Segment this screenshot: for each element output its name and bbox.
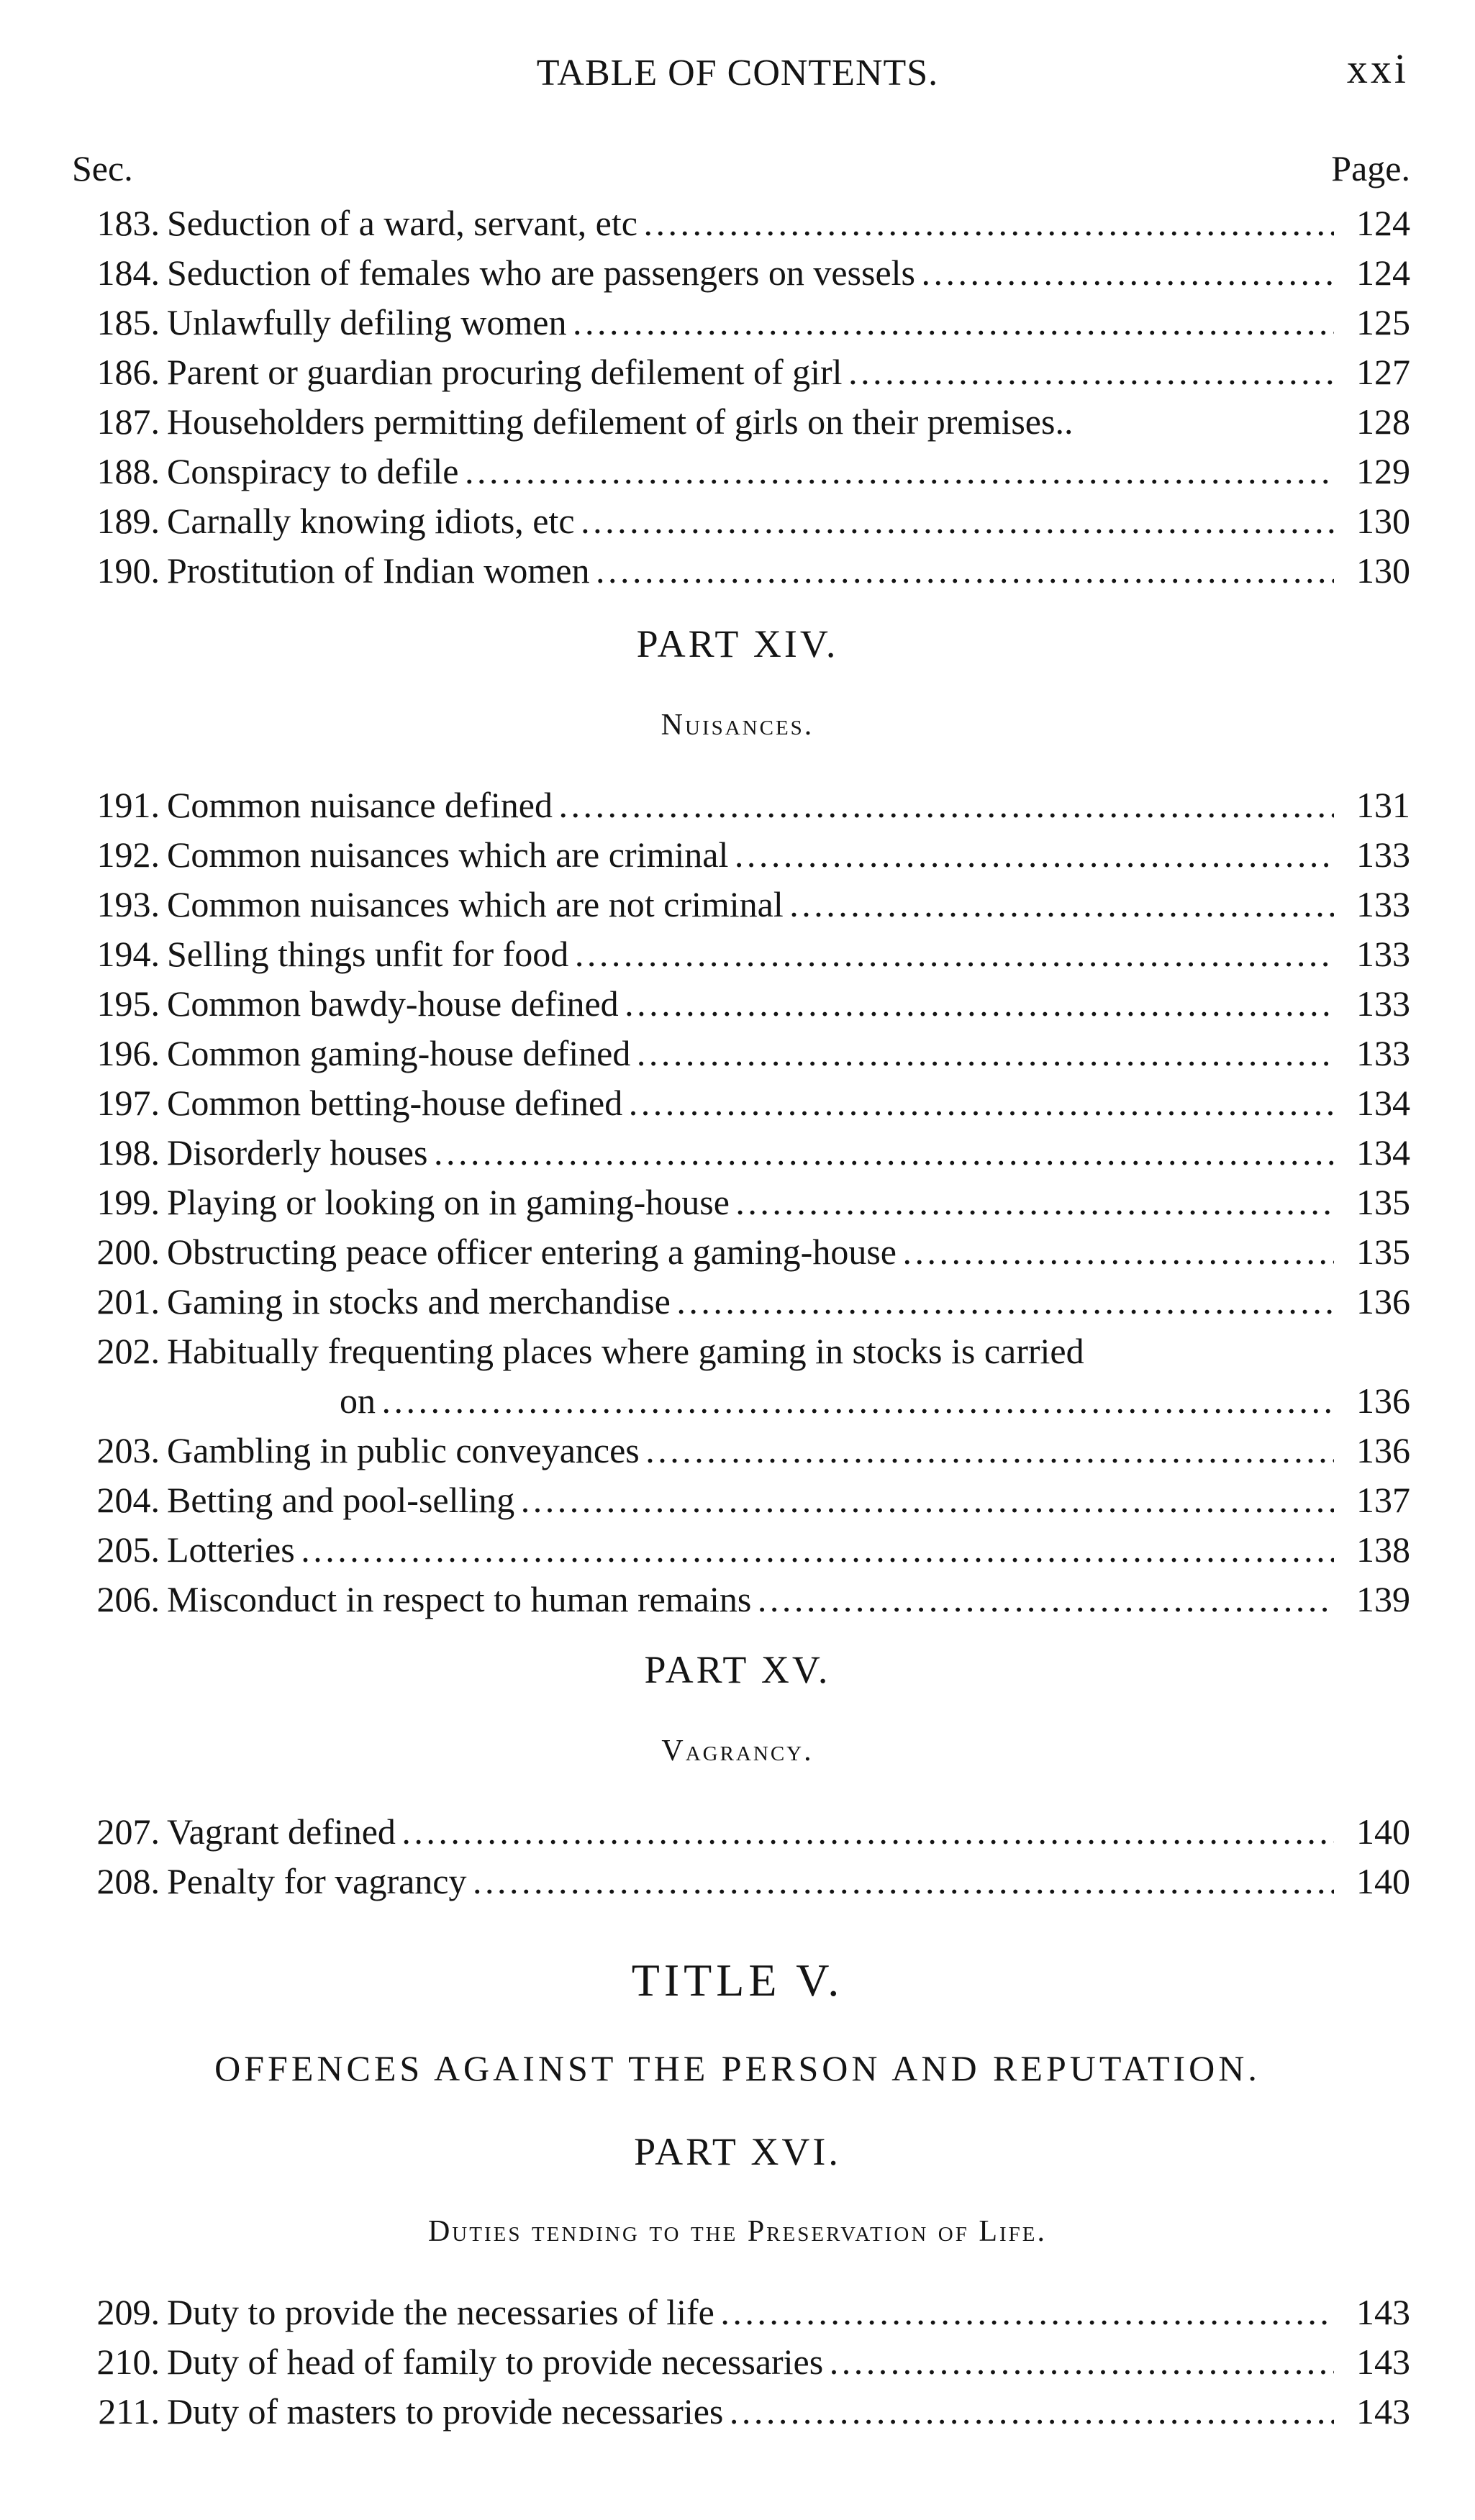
part-heading: PART XV. (644, 1648, 831, 1691)
entry-page: 133 (1356, 983, 1410, 1024)
entry-title: Common bawdy-house defined (167, 983, 619, 1024)
section-number: 191. (96, 785, 160, 825)
entry-page: 124 (1356, 253, 1410, 293)
entry-page: 136 (1356, 1430, 1410, 1470)
entry-page: 139 (1356, 1579, 1410, 1619)
entry-title: Common nuisances which are not criminal (167, 884, 784, 924)
entry-title: Householders permitting defilement of girls on their premises.. (167, 401, 1074, 442)
entry-page: 143 (1356, 2342, 1410, 2382)
toc-entry (72, 979, 1410, 1029)
entry-page: 129 (1356, 451, 1410, 491)
section-number: 196. (96, 1033, 160, 1073)
part-heading: PART XVI. (634, 2130, 841, 2173)
toc-entry (72, 929, 1410, 979)
section-number: 187. (96, 401, 160, 442)
entry-title: Common gaming-house defined (167, 1033, 631, 1073)
entry-page: 133 (1356, 1033, 1410, 1073)
toc-entry (72, 546, 1410, 596)
entry-title-continuation: on (340, 1380, 376, 1421)
toc-entry (72, 1475, 1410, 1525)
section-number: 192. (96, 834, 160, 875)
toc-entry (72, 880, 1410, 929)
entry-page: 130 (1356, 501, 1410, 541)
section-number: 195. (96, 983, 160, 1024)
entry-title: Lotteries (167, 1529, 295, 1570)
section-number: 188. (96, 451, 160, 491)
toc-entry (72, 199, 1410, 248)
entry-page: 127 (1356, 352, 1410, 392)
part-subheading: Nuisances. (661, 709, 814, 742)
section-number: 190. (96, 550, 160, 591)
entry-page: 140 (1356, 1811, 1410, 1852)
entry-page: 137 (1356, 1480, 1410, 1520)
section-number: 206. (96, 1579, 160, 1619)
entry-page: 136 (1356, 1380, 1410, 1421)
toc-entry (72, 1426, 1410, 1475)
entry-page: 133 (1356, 934, 1410, 974)
entry-title: Disorderly houses (167, 1132, 428, 1173)
column-headers (72, 147, 1410, 191)
entry-title: Betting and pool-selling (167, 1480, 515, 1520)
entry-title: Selling things unfit for food (167, 934, 569, 974)
entry-title: Gambling in public conveyances (167, 1430, 640, 1470)
entry-title: Habitually frequenting places where gaming in stocks is carried (167, 1331, 1084, 1371)
section-number: 203. (96, 1430, 160, 1470)
toc-entry (72, 1525, 1410, 1575)
entry-title: Seduction of a ward, servant, etc (167, 203, 637, 243)
entry-page: 135 (1356, 1182, 1410, 1222)
toc-entry (72, 496, 1410, 546)
entry-page: 143 (1356, 2292, 1410, 2332)
entry-title: Vagrant defined (167, 1811, 396, 1852)
toc-entry (72, 1575, 1410, 1624)
toc-entry (72, 830, 1410, 880)
section-number: 185. (96, 302, 160, 342)
page-column-header: Page. (1331, 148, 1410, 188)
toc-entry (72, 2387, 1410, 2437)
title-heading: TITLE V. (631, 1955, 844, 2006)
entry-title: Common nuisance defined (167, 785, 553, 825)
entry-title: Unlawfully defiling women (167, 302, 567, 342)
section-number: 183. (96, 203, 160, 243)
entry-title: Duty to provide the necessaries of life (167, 2292, 714, 2332)
entry-title: Prostitution of Indian women (167, 550, 590, 591)
section-number: 211. (98, 2391, 160, 2432)
entry-page: 133 (1356, 884, 1410, 924)
entry-page: 124 (1356, 203, 1410, 243)
entry-page: 131 (1356, 785, 1410, 825)
entry-page: 130 (1356, 550, 1410, 591)
section-number: 209. (96, 2292, 160, 2332)
part-subheading: Duties tending to the Preservation of Life. (427, 2215, 1048, 2248)
section-number: 199. (96, 1182, 160, 1222)
contents-list-vagrancy (72, 1807, 1410, 1906)
section-number: 194. (96, 934, 160, 974)
section-number: 197. (96, 1083, 160, 1123)
entry-title: Parent or guardian procuring defilement of girl (167, 352, 843, 392)
entry-page: 134 (1356, 1083, 1410, 1123)
section-number: 202. (96, 1331, 160, 1371)
toc-entry (72, 1857, 1410, 1906)
part-heading: PART XIV. (636, 622, 839, 665)
section-number: 201. (96, 1281, 160, 1322)
entry-page: 140 (1356, 1861, 1410, 1901)
entry-title: Seduction of females who are passengers on vessels (167, 253, 915, 293)
entry-page: 134 (1356, 1132, 1410, 1173)
section-number: 200. (96, 1232, 160, 1272)
section-number: 205. (96, 1529, 160, 1570)
toc-entry (72, 1078, 1410, 1128)
entry-title: Carnally knowing idiots, etc (167, 501, 575, 541)
toc-entry (72, 2288, 1410, 2337)
section-number: 204. (96, 1480, 160, 1520)
entry-page: 135 (1356, 1232, 1410, 1272)
entry-page: 133 (1356, 834, 1410, 875)
contents-list-duties (72, 2288, 1410, 2437)
entry-page: 136 (1356, 1281, 1410, 1322)
section-number: 184. (96, 253, 160, 293)
section-number: 210. (96, 2342, 160, 2382)
entry-title: Common nuisances which are criminal (167, 834, 729, 875)
entry-page: 143 (1356, 2391, 1410, 2432)
section-number: 207. (96, 1811, 160, 1852)
part-subheading: Vagrancy. (661, 1734, 814, 1768)
entry-page: 138 (1356, 1529, 1410, 1570)
toc-entry (72, 781, 1410, 830)
entry-title: Penalty for vagrancy (167, 1861, 467, 1901)
toc-entry (72, 1807, 1410, 1857)
entry-title: Playing or looking on in gaming-house (167, 1182, 730, 1222)
entry-title: Duty of masters to provide necessaries (167, 2391, 724, 2432)
entry-title: Conspiracy to defile (167, 451, 459, 491)
toc-entry (72, 1327, 1410, 1426)
section-number: 208. (96, 1861, 160, 1901)
entry-title: Duty of head of family to provide necessaries (167, 2342, 824, 2382)
entry-title: Gaming in stocks and merchandise (167, 1281, 671, 1322)
toc-entry (72, 1029, 1410, 1078)
toc-entry (72, 248, 1410, 298)
section-number: 189. (96, 501, 160, 541)
toc-entry (72, 397, 1410, 447)
running-title: TABLE OF CONTENTS. (536, 53, 939, 94)
entry-title: Obstructing peace officer entering a gaming-house (167, 1232, 897, 1272)
toc-entry (72, 1277, 1410, 1327)
section-number: 186. (96, 352, 160, 392)
contents-list-nuisances (72, 781, 1410, 1624)
entry-page: 128 (1356, 401, 1410, 442)
page-number: xxi (1346, 45, 1409, 92)
toc-entry (72, 347, 1410, 397)
toc-entry (72, 1178, 1410, 1227)
section-number: 193. (96, 884, 160, 924)
toc-entry (72, 1128, 1410, 1178)
title-subheading: OFFENCES AGAINST THE PERSON AND REPUTATION. (214, 2048, 1261, 2088)
contents-list-seduction (72, 199, 1410, 596)
section-column-header: Sec. (72, 148, 133, 188)
section-number: 198. (96, 1132, 160, 1173)
toc-entry (72, 298, 1410, 347)
toc-entry (72, 447, 1410, 496)
toc-entry (72, 2337, 1410, 2387)
toc-entry (72, 1227, 1410, 1277)
entry-title: Misconduct in respect to human remains (167, 1579, 752, 1619)
entry-title: Common betting-house defined (167, 1083, 623, 1123)
entry-page: 125 (1356, 302, 1410, 342)
